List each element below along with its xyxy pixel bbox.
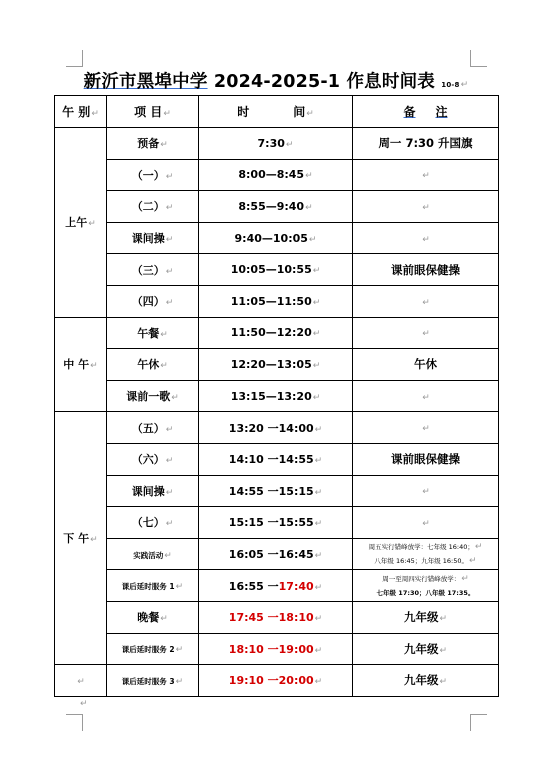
row-item: 课间操↵ (107, 222, 199, 254)
row-item: 课后延时服务 2↵ (107, 633, 199, 665)
header-row (55, 96, 499, 128)
header-period: 午 别↵ (55, 96, 107, 128)
row-item: 实践活动↵ (107, 538, 199, 570)
row-note: ↵ (353, 412, 499, 444)
schedule-table (54, 95, 499, 697)
row-time: 17:45 一18:10↵ (199, 601, 353, 633)
row-time: 16:05 一16:45↵ (199, 538, 353, 570)
table-row (55, 665, 499, 697)
row-time: 18:10 一19:00↵ (199, 633, 353, 665)
row-item: （二）↵ (107, 191, 199, 223)
table-row (55, 159, 499, 191)
period-noon: 中 午↵ (55, 317, 107, 412)
row-item: 预备↵ (107, 128, 199, 160)
row-note: 周五实行错峰放学：七年级 16:40；↵ 八年级 16:45；九年级 16:50。↵ (353, 538, 499, 570)
period-empty: ↵ (55, 665, 107, 697)
row-item: 晚餐↵ (107, 601, 199, 633)
row-time: 14:55 一15:15↵ (199, 475, 353, 507)
table-row (55, 222, 499, 254)
row-item: 课间操↵ (107, 475, 199, 507)
row-item: 午休↵ (107, 349, 199, 381)
table-row (55, 507, 499, 539)
crop-mark-top-right (470, 50, 487, 67)
table-row (55, 412, 499, 444)
table-row (55, 601, 499, 633)
row-note: ↵ (353, 222, 499, 254)
row-note: ↵ (353, 285, 499, 317)
row-time: 7:30↵ (199, 128, 353, 160)
row-item: 课后延时服务 3↵ (107, 665, 199, 697)
row-item: （四）↵ (107, 285, 199, 317)
header-item: 项 目↵ (107, 96, 199, 128)
row-item: 课后延时服务 1↵ (107, 570, 199, 602)
period-morning: 上午↵ (55, 128, 107, 318)
row-note: ↵ (353, 191, 499, 223)
row-note: 九年级↵ (353, 665, 499, 697)
table-row (55, 633, 499, 665)
table-row (55, 285, 499, 317)
table-row (55, 254, 499, 286)
title-school: 新沂市黑埠中学 (83, 72, 208, 92)
row-note: ↵ (353, 475, 499, 507)
row-time: 8:00—8:45↵ (199, 159, 353, 191)
row-item: （五）↵ (107, 412, 199, 444)
row-note: 课前眼保健操 (353, 254, 499, 286)
document-title (54, 68, 498, 93)
period-afternoon: 下 午↵ (55, 412, 107, 665)
row-note: ↵ (353, 159, 499, 191)
title-text: 作息时间表 (346, 72, 435, 92)
row-time: 19:10 一20:00↵ (199, 665, 353, 697)
row-item: （一）↵ (107, 159, 199, 191)
row-time: 9:40—10:05↵ (199, 222, 353, 254)
row-item: （三）↵ (107, 254, 199, 286)
table-row (55, 380, 499, 412)
table-row (55, 443, 499, 475)
header-time: 时 间↵ (199, 96, 353, 128)
table-row (55, 317, 499, 349)
row-time: 16:55 一17:40↵ (199, 570, 353, 602)
row-time: 13:15—13:20↵ (199, 380, 353, 412)
crop-mark-bottom-left (66, 714, 83, 731)
row-item: （七）↵ (107, 507, 199, 539)
title-date: 10-8 (441, 81, 460, 89)
row-note: 课前眼保健操 (353, 443, 499, 475)
table-row (55, 191, 499, 223)
table-row (55, 538, 499, 570)
row-note: 周一至周四实行错峰放学：↵ 七年级 17:30；八年级 17:35。 (353, 570, 499, 602)
header-note: 备 注 (353, 96, 499, 128)
table-row (55, 570, 499, 602)
table-row (55, 475, 499, 507)
row-note: 九年级↵ (353, 601, 499, 633)
row-time: 8:55—9:40↵ (199, 191, 353, 223)
row-time: 15:15 一15:55↵ (199, 507, 353, 539)
paragraph-mark: ↵ (80, 699, 88, 709)
crop-mark-bottom-right (470, 714, 487, 731)
table-row (55, 128, 499, 160)
table-row (55, 349, 499, 381)
crop-mark-top-left (66, 50, 83, 67)
row-note: 午休 (353, 349, 499, 381)
row-item: 午餐↵ (107, 317, 199, 349)
row-time: 12:20—13:05↵ (199, 349, 353, 381)
title-year: 2024-2025-1 (213, 72, 341, 92)
row-time: 10:05—10:55↵ (199, 254, 353, 286)
row-note: ↵ (353, 317, 499, 349)
row-time: 13:20 一14:00↵ (199, 412, 353, 444)
row-note: 周一 7:30 升国旗 (353, 128, 499, 160)
row-time: 11:05—11:50↵ (199, 285, 353, 317)
row-item: （六）↵ (107, 443, 199, 475)
row-note: ↵ (353, 507, 499, 539)
paragraph-mark: ↵ (460, 80, 469, 90)
row-note: ↵ (353, 380, 499, 412)
row-note: 九年级↵ (353, 633, 499, 665)
row-time: 14:10 一14:55↵ (199, 443, 353, 475)
row-item: 课前一歌↵ (107, 380, 199, 412)
row-time: 11:50—12:20↵ (199, 317, 353, 349)
